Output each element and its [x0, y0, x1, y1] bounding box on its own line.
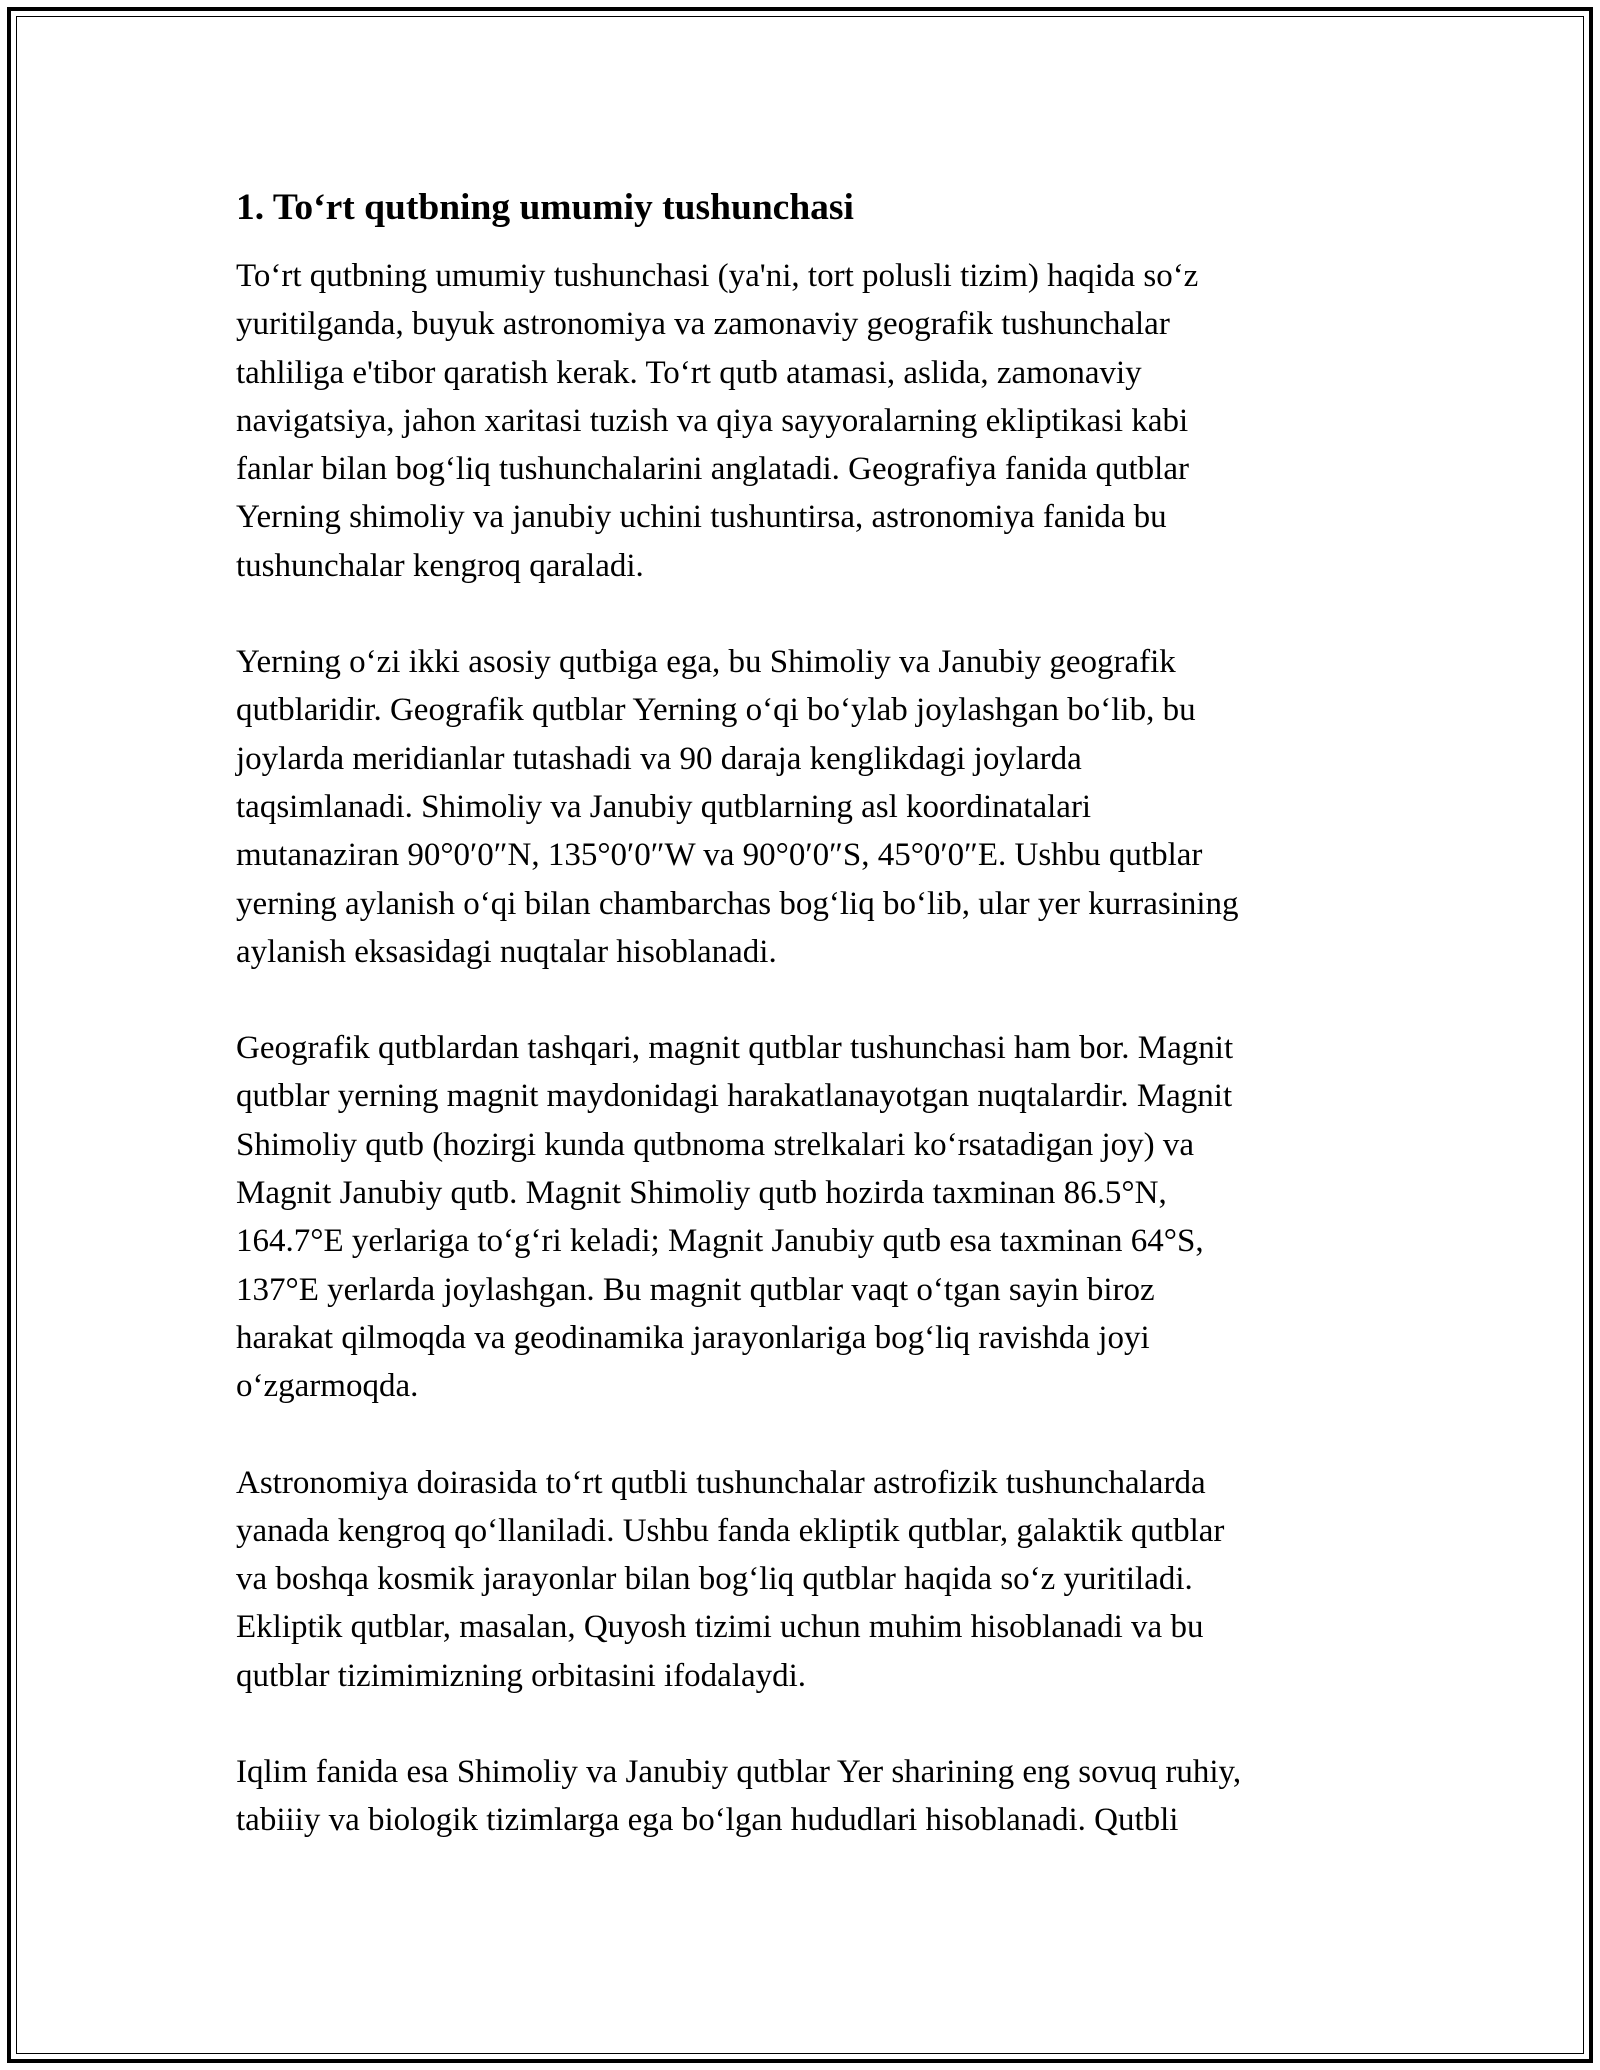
text-line: Yerning shimoliy va janubiy uchini tushuntirsa, astronomiya fanida bu	[236, 499, 1167, 536]
text-line: qutblar tizimimizning orbitasini ifodalaydi.	[236, 1657, 807, 1694]
text-line: Yerning o‘zi ikki asosiy qutbiga ega, bu Shimoliy va Janubiy geografik	[236, 644, 1176, 681]
text-line: taqsimlanadi. Shimoliy va Janubiy qutblarning asl koordinatalari	[236, 788, 1092, 825]
text-line: tushunchalar kengroq qaraladi.	[236, 547, 644, 584]
text-line: To‘rt qutbning umumiy tushunchasi (ya'ni, tort polusli tizim) haqida so‘z	[236, 258, 1199, 294]
text-line: 164.7°E yerlariga to‘g‘ri keladi; Magnit Janubiy qutb esa taxminan 64°S,	[236, 1223, 1204, 1260]
text-line: yuritilganda, buyuk astronomiya va zamonaviy geografik tushunchalar	[236, 306, 1170, 343]
text-line: Geografik qutblardan tashqari, magnit qutblar tushunchasi ham bor. Magnit	[236, 1030, 1234, 1067]
text-line: o‘zgarmoqda.	[236, 1368, 419, 1405]
text-line: aylanish eksasidagi nuqtalar hisoblanadi.	[236, 933, 777, 970]
text-line: 137°E yerlarda joylashgan. Bu magnit qutblar vaqt o‘tgan sayin biroz	[236, 1271, 1155, 1308]
text-line: navigatsiya, jahon xaritasi tuzish va qiya sayyoralarning ekliptikasi kabi	[236, 402, 1189, 439]
text-line: Magnit Janubiy qutb. Magnit Shimoliy qutb hozirda taxminan 86.5°N,	[236, 1175, 1167, 1212]
text-line: yanada kengroq qo‘llaniladi. Ushbu fanda ekliptik qutblar, galaktik qutblar	[236, 1512, 1225, 1549]
text-line: mutanaziran 90°0′0″N, 135°0′0″W va 90°0′0″S, 45°0′0″E. Ushbu qutblar	[236, 837, 1203, 874]
paragraph-3	[236, 1024, 1366, 1410]
text-line: Astronomiya doirasida to‘rt qutbli tushunchalar astrofizik tushunchalarda	[236, 1464, 1206, 1501]
text-line: Ekliptik qutblar, masalan, Quyosh tizimi uchun muhim hisoblanadi va bu	[236, 1609, 1204, 1646]
text-line: joylarda meridianlar tutashadi va 90 daraja kenglikdagi joylarda	[236, 740, 1082, 777]
text-line: qutblaridir. Geografik qutblar Yerning o‘qi bo‘ylab joylashgan bo‘lib, bu	[236, 692, 1196, 729]
paragraph-1	[236, 252, 1366, 590]
text-line: va boshqa kosmik jarayonlar bilan bog‘liq qutblar haqida so‘z yuritiladi.	[236, 1561, 1193, 1598]
document-body	[236, 185, 1366, 1893]
paragraph-2	[236, 638, 1366, 976]
section-heading: 1. To‘rt qutbning umumiy tushunchasi	[236, 187, 854, 228]
text-line: yerning aylanish o‘qi bilan chambarchas bog‘liq bo‘lib, ular yer kurrasining	[236, 885, 1239, 922]
text-line: harakat qilmoqda va geodinamika jarayonlariga bog‘liq ravishda joyi	[236, 1319, 1150, 1356]
text-line: Shimoliy qutb (hozirgi kunda qutbnoma strelkalari ko‘rsatadigan joy) va	[236, 1126, 1195, 1163]
text-line: tabiiiy va biologik tizimlarga ega bo‘lgan hududlari hisoblanadi. Qutbli	[236, 1802, 1179, 1839]
text-line: tahliliga e'tibor qaratish kerak. To‘rt qutb atamasi, aslida, zamonaviy	[236, 354, 1142, 391]
paragraph-5	[236, 1748, 1366, 1845]
text-line: qutblar yerning magnit maydonidagi harakatlanayotgan nuqtalardir. Magnit	[236, 1078, 1233, 1115]
paragraph-4	[236, 1459, 1366, 1700]
text-line: fanlar bilan bog‘liq tushunchalarini anglatadi. Geografiya fanida qutblar	[236, 451, 1189, 488]
text-line: Iqlim fanida esa Shimoliy va Janubiy qutblar Yer sharining eng sovuq ruhiy,	[236, 1754, 1242, 1791]
